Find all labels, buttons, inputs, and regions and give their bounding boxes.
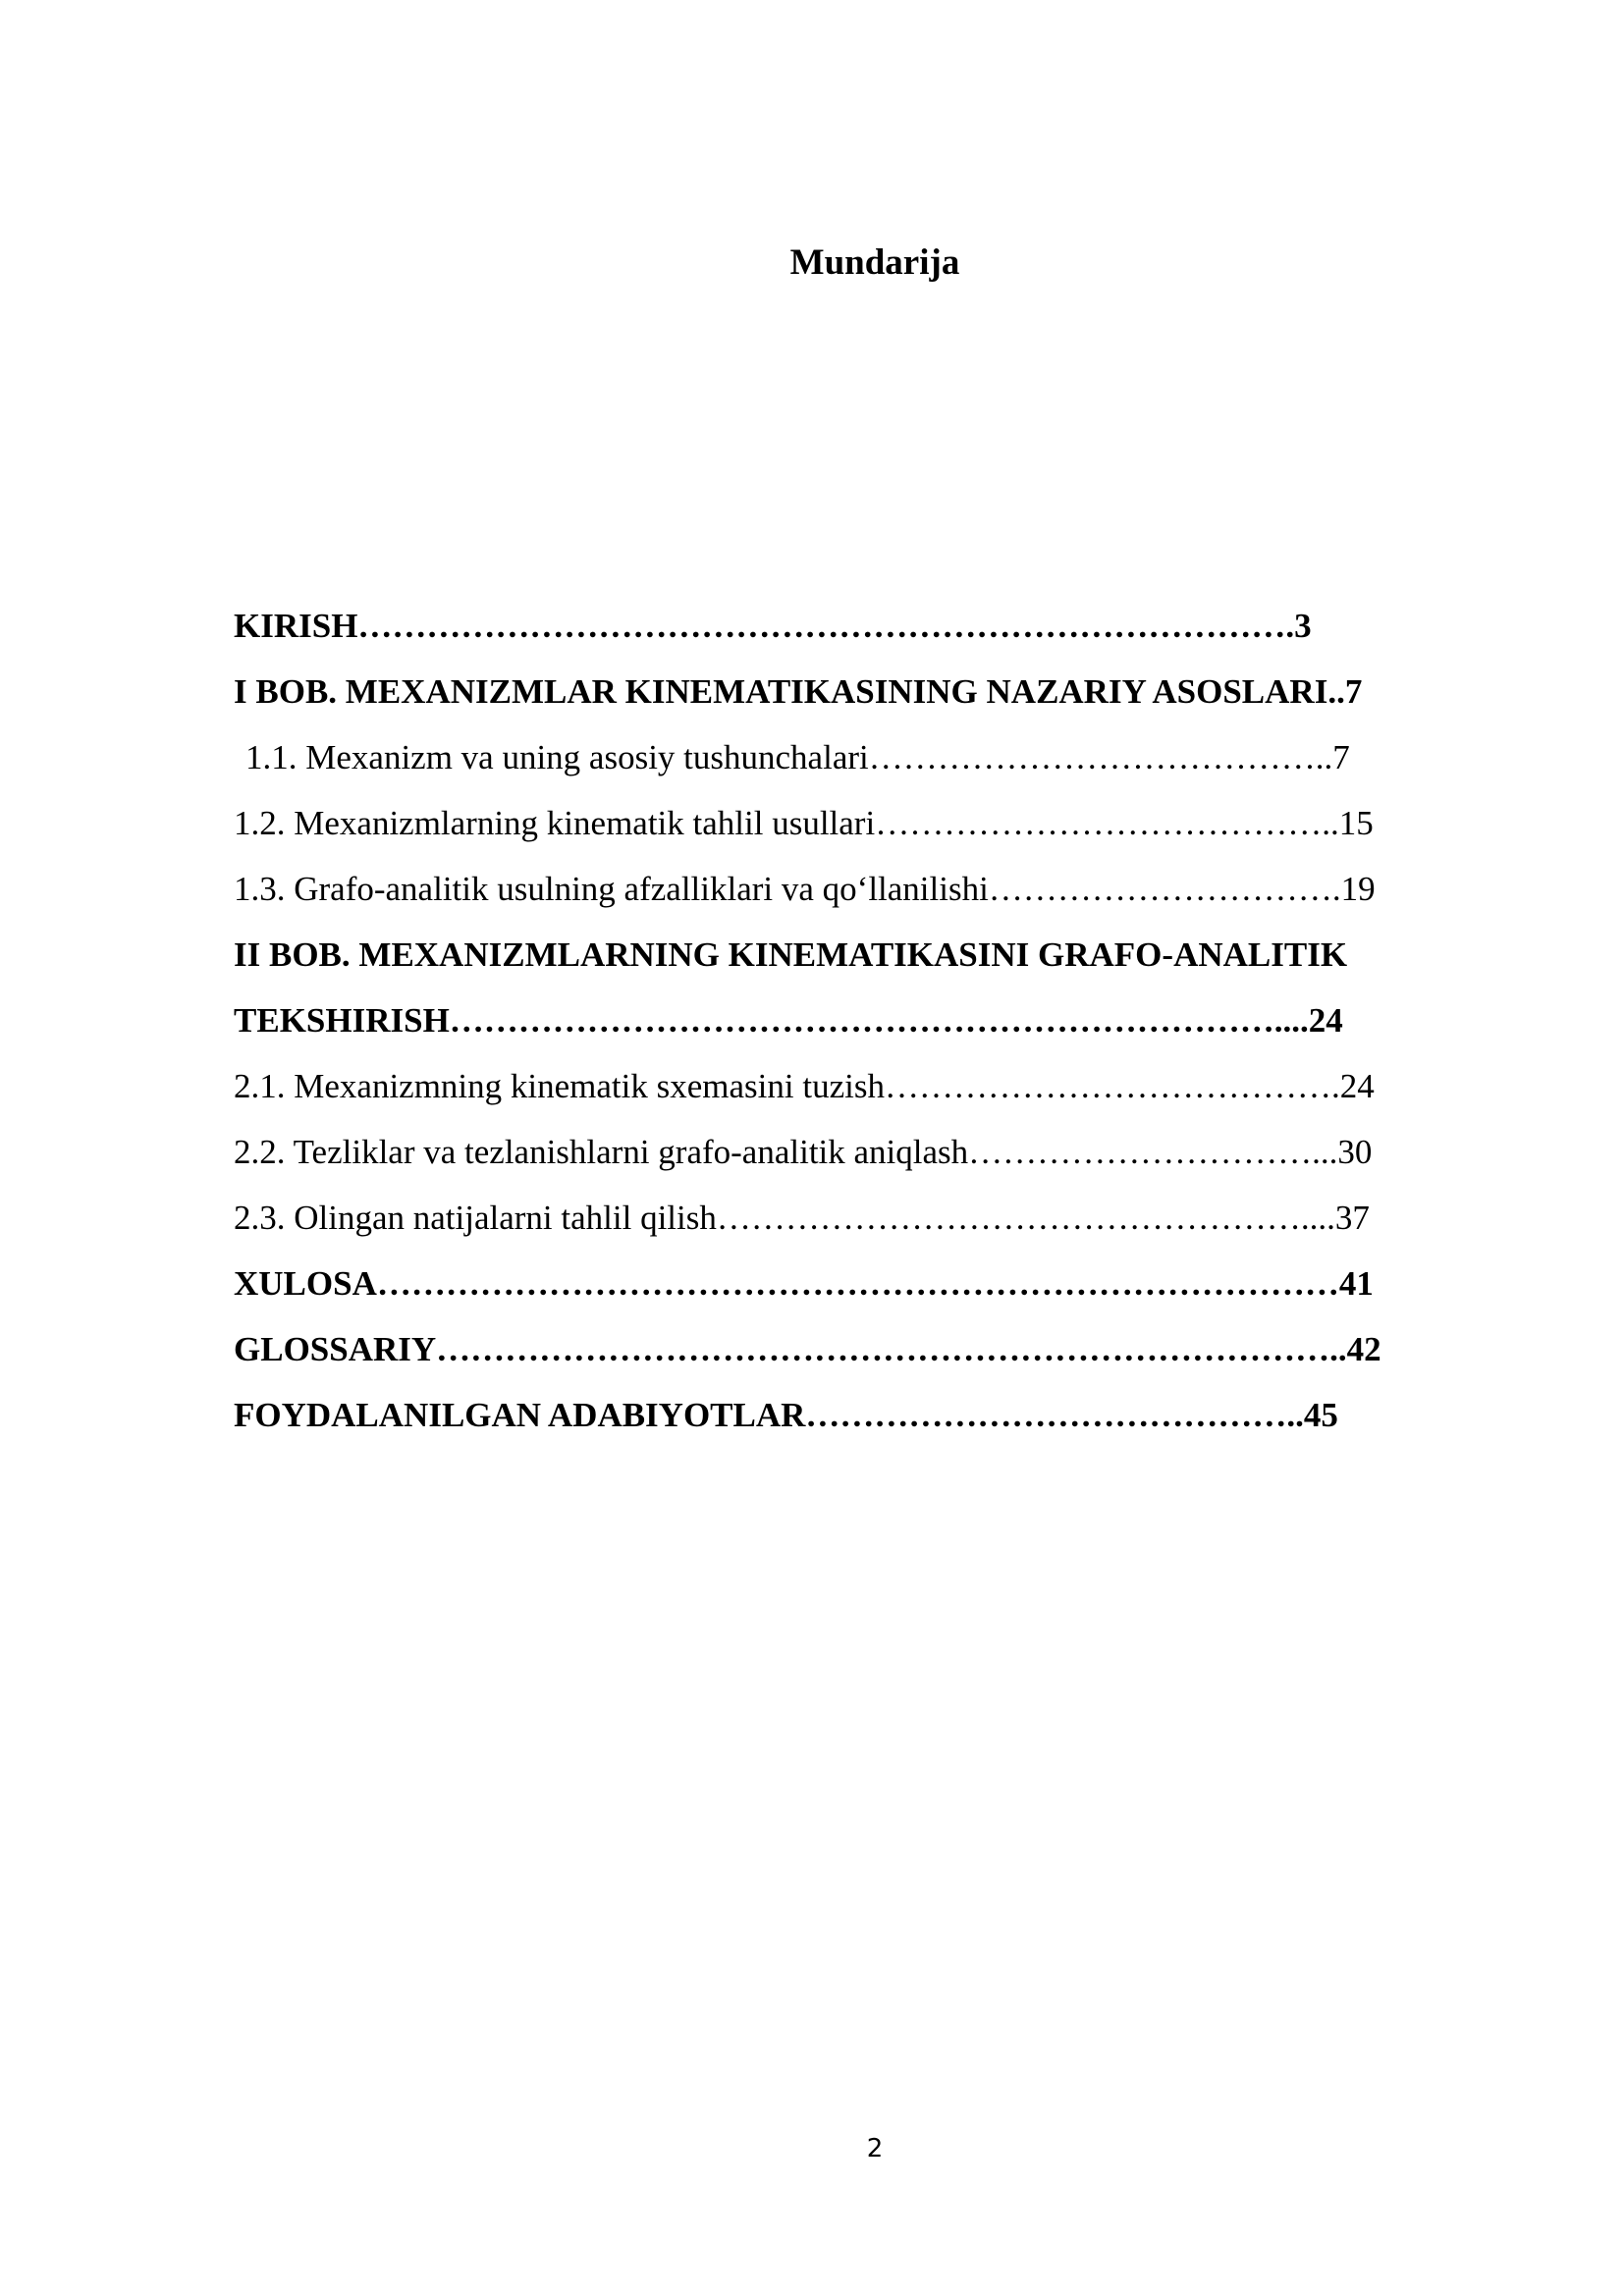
page-number: 2 xyxy=(866,2134,884,2163)
toc-entry-chapter-2-continued[interactable]: TEKSHIRISH………………………………………………………………....24 xyxy=(234,1001,1343,1040)
toc-entry-section-1-1[interactable]: 1.1. Mexanizm va uning asosiy tushunchalari…………………………………..7 xyxy=(245,738,1350,776)
toc-entry-conclusion[interactable]: XULOSA…………………………………………………………………………41 xyxy=(234,1264,1374,1303)
toc-entry-section-1-3[interactable]: 1.3. Grafo-analitik usulning afzalliklari va qo‘llanilishi………………………….19 xyxy=(234,870,1376,908)
toc-entry-chapter-1[interactable]: I BOB. MEXANIZMLAR KINEMATIKASINING NAZARIY ASOSLARI..7 xyxy=(234,672,1363,711)
page-title: Mundarija xyxy=(789,242,960,283)
toc-entry-chapter-2[interactable]: II BOB. MEXANIZMLARNING KINEMATIKASINI GRAFO-ANALITIK xyxy=(234,935,1348,974)
table-of-contents xyxy=(234,593,1520,1448)
toc-entry-references[interactable]: FOYDALANILGAN ADABIYOTLAR……………………………………..45 xyxy=(234,1396,1338,1434)
toc-entry-section-2-3[interactable]: 2.3. Olingan natijalarni tahlil qilish……………………………………………....37 xyxy=(234,1199,1370,1237)
toc-entry-introduction[interactable]: KIRISH……………………………………………………………………….3 xyxy=(234,607,1312,645)
toc-entry-section-2-1[interactable]: 2.1. Mexanizmning kinematik sxemasini tuzish………………………………….24 xyxy=(234,1067,1375,1105)
toc-entry-glossary[interactable]: GLOSSARIY……………………………………………………………………..42 xyxy=(234,1330,1381,1368)
toc-entry-section-2-2[interactable]: 2.2. Tezliklar va tezlanishlarni grafo-analitik aniqlash…………………………...30 xyxy=(234,1133,1373,1171)
toc-entry-section-1-2[interactable]: 1.2. Mexanizmlarning kinematik tahlil usullari…………………………………..15 xyxy=(234,804,1374,842)
